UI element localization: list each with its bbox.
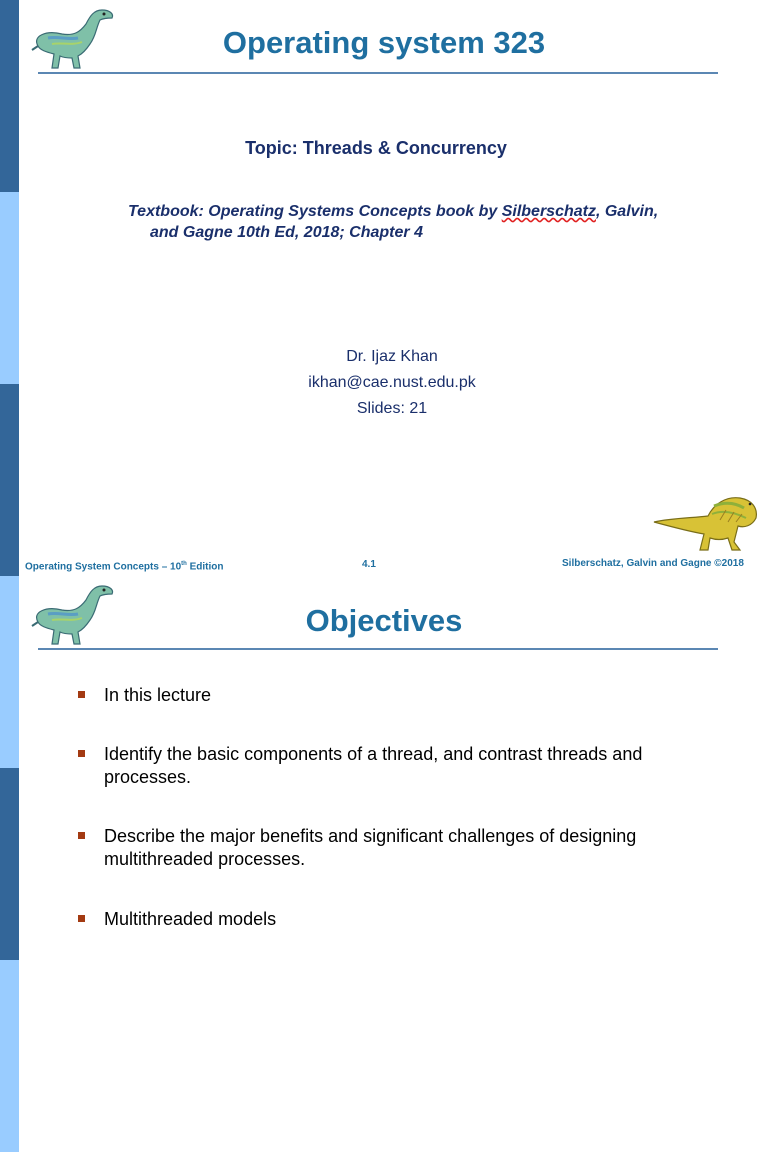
objectives-heading: Objectives [305, 603, 463, 638]
bullet-marker-icon [78, 832, 85, 839]
title-divider [38, 72, 718, 74]
bullet-marker-icon [78, 691, 85, 698]
list-item [104, 825, 704, 871]
slide-objectives [0, 576, 768, 1152]
textbook-author-silberschatz: Silberschatz [501, 203, 596, 220]
list-item-text: Identify the basic components of a thread, and contrast threads and processes. [104, 744, 643, 787]
footer-copyright: Silberschatz, Galvin and Gagne ©2018 [562, 558, 744, 569]
author-email: ikhan@cae.nust.edu.pk [308, 374, 476, 391]
slide-title-heading: Operating system 323 [222, 25, 546, 60]
list-item [104, 743, 704, 789]
list-item-text: Describe the major benefits and significant challenges of designing multithreaded processes. [104, 826, 637, 869]
textbook-line2: and Gagne 10th Ed, 2018; Chapter 4 [150, 224, 423, 241]
footer-book-title [25, 561, 224, 572]
footer-book-title-suffix: Edition [186, 561, 224, 573]
footer-book-title-sup: th [181, 561, 187, 567]
bullet-marker-icon [78, 750, 85, 757]
textbook-prefix: Textbook: Operating Systems Concepts book by [128, 203, 502, 220]
title-divider [38, 648, 718, 650]
list-item-text: Multithreaded models [104, 909, 277, 929]
list-item [104, 908, 704, 931]
textbook-suffix: , Galvin, [595, 203, 659, 220]
slide-count: Slides: 21 [356, 400, 428, 417]
list-item-text: In this lecture [104, 685, 212, 705]
sidebar-segment [0, 768, 19, 960]
topic-line: Topic: Threads & Concurrency [245, 138, 507, 158]
author-info [0, 344, 768, 422]
footer-slide-number: 4.1 [362, 559, 376, 570]
sidebar-segment [0, 960, 19, 1152]
footer-book-title-text: Operating System Concepts – 10 [25, 561, 182, 573]
list-item [104, 684, 704, 707]
textbook-reference [128, 201, 728, 243]
bullet-marker-icon [78, 915, 85, 922]
dinosaur-illustration-icon [652, 492, 764, 554]
author-name: Dr. Ijaz Khan [346, 348, 438, 365]
